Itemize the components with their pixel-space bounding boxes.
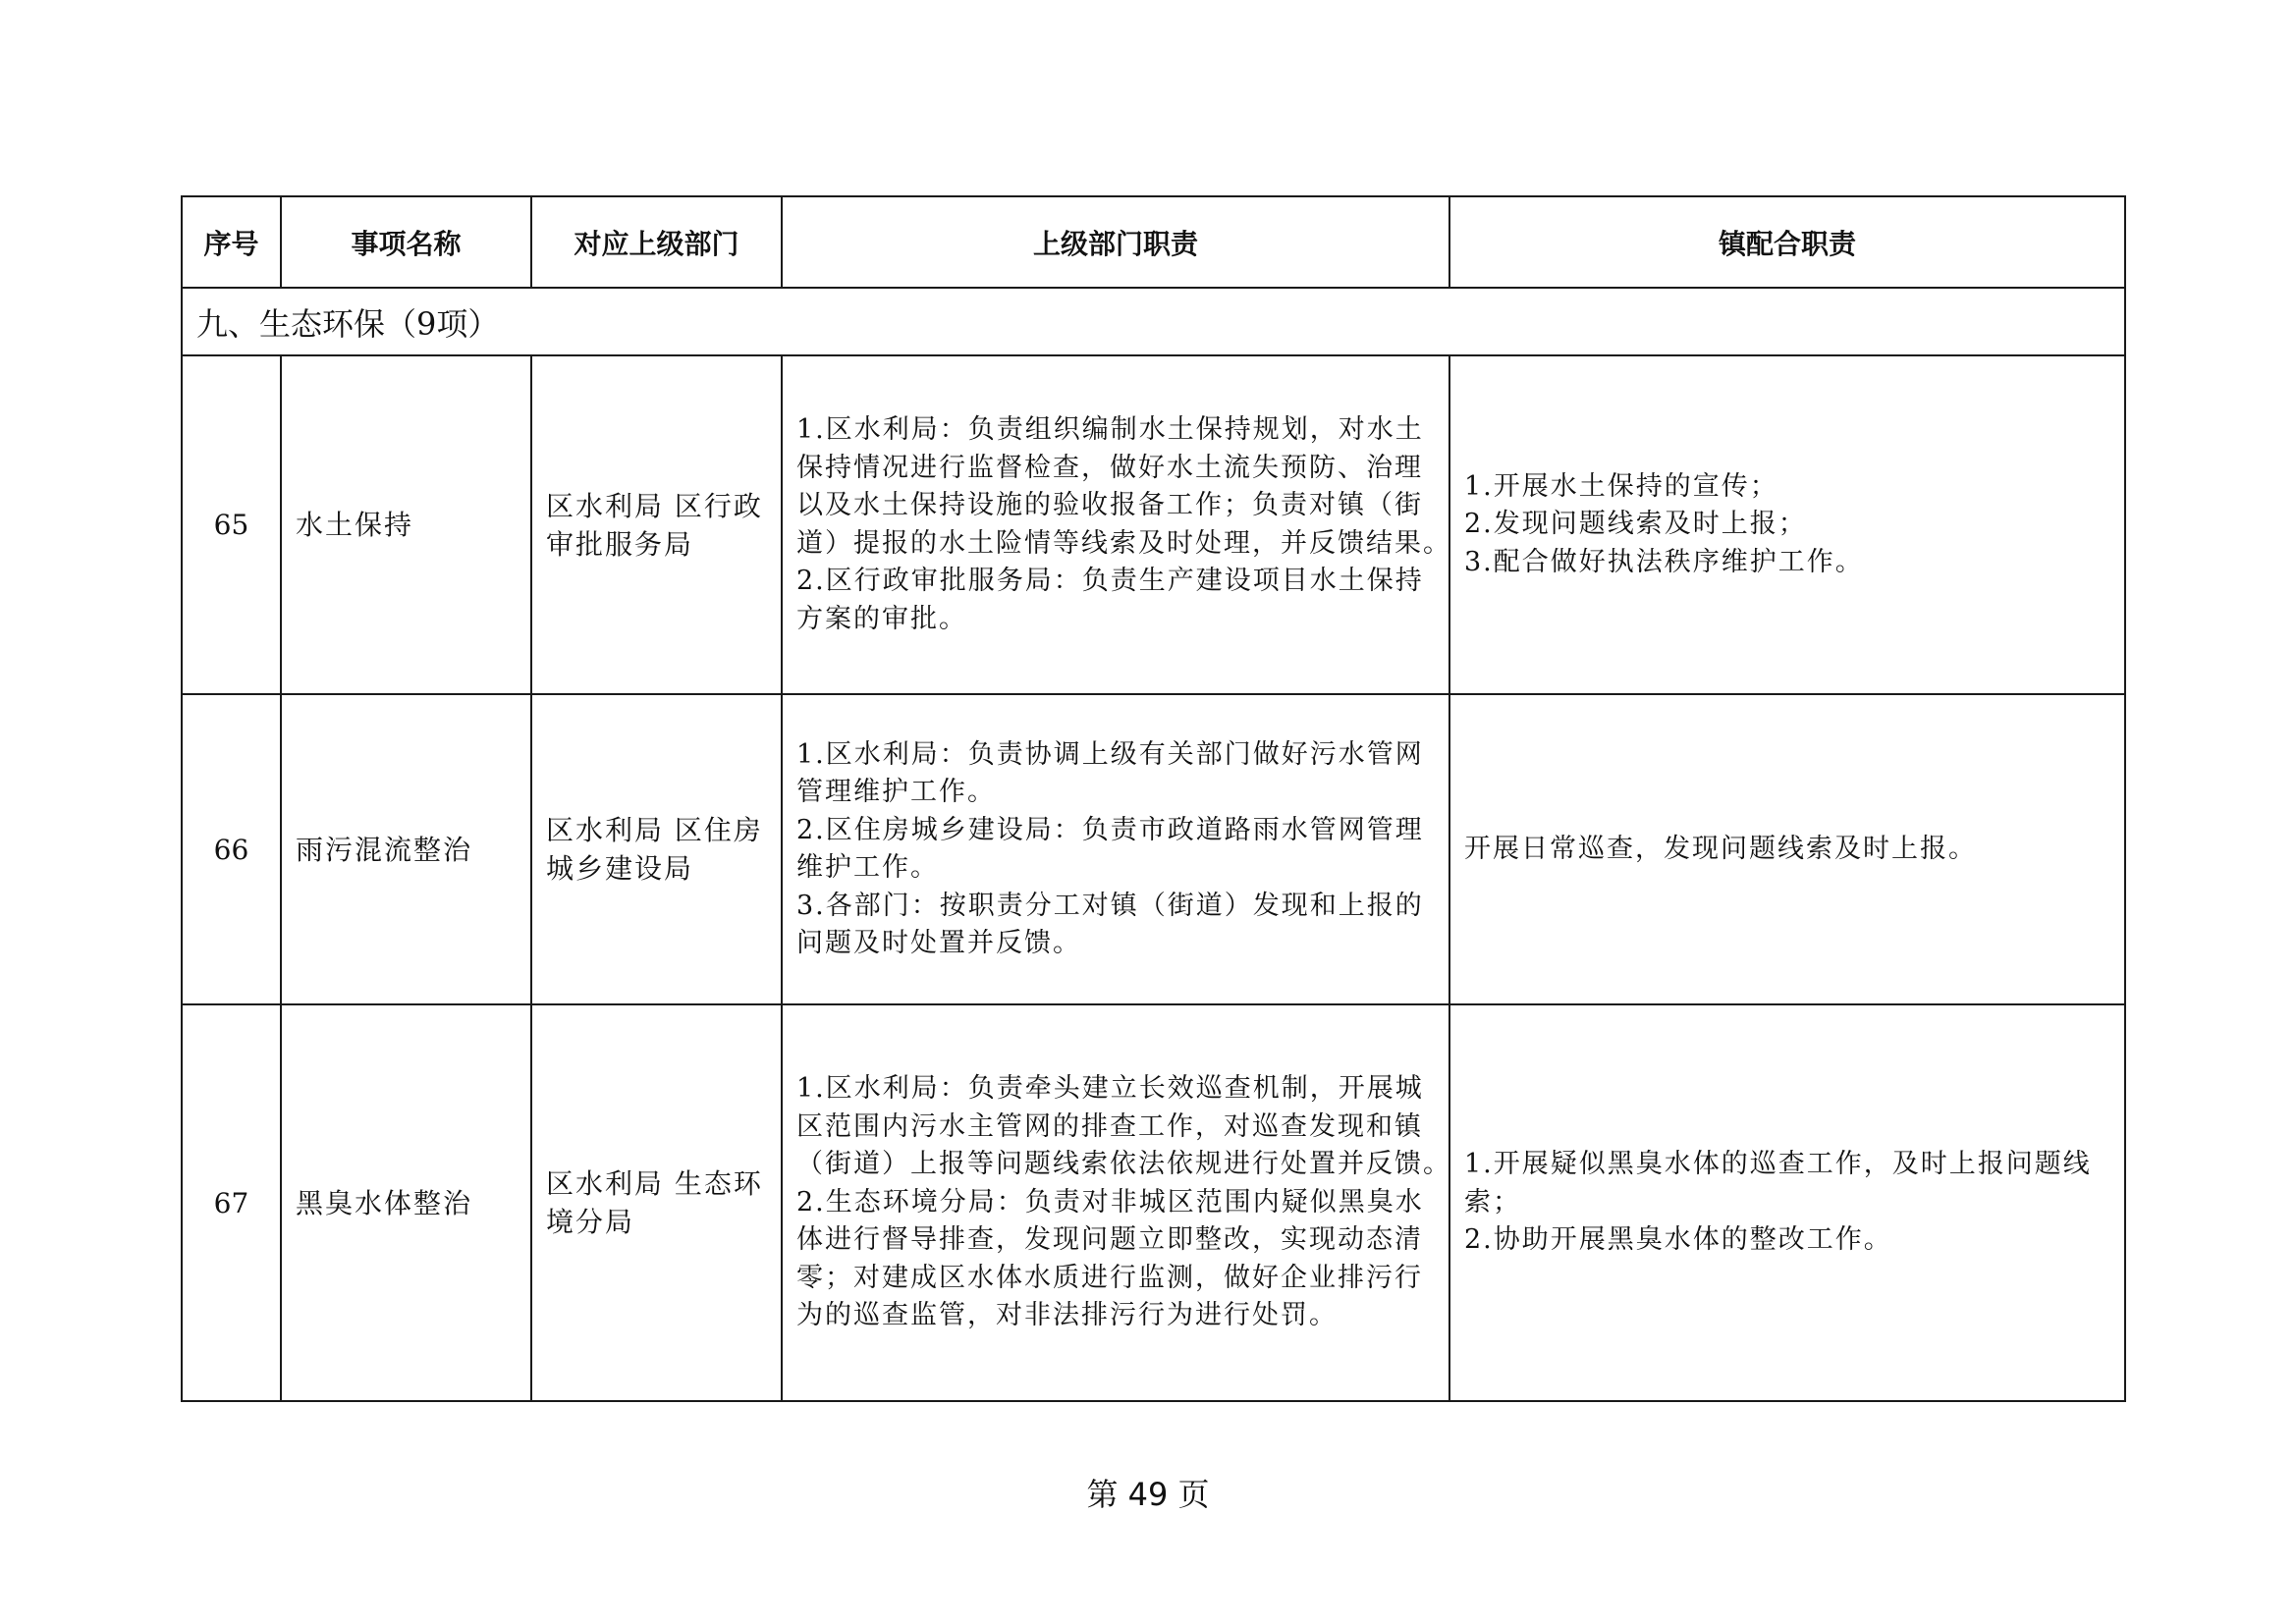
superior-duty [782,355,1449,694]
town-duty-line: 索； [1464,1186,1521,1217]
superior-duty-line: 保持情况进行监督检查，做好水土流失预防、治理 [796,452,1423,483]
town-duty [1449,694,2125,1004]
superior-duty-line: 2.区住房城乡建设局：负责市政道路雨水管网管理 [796,814,1424,845]
table-row [182,1004,2125,1401]
header-superior-duty: 上级部门职责 [782,196,1449,288]
town-duty-line: 1.开展水土保持的宣传； [1464,470,1778,502]
town-duty [1449,1004,2125,1401]
superior-dept-line: 区水利局 区行政 [546,489,763,522]
superior-duty-line: 问题及时处置并反馈。 [796,928,1081,958]
superior-dept [531,1004,782,1401]
superior-dept [531,355,782,694]
item-name-line: 水土保持 [296,509,414,541]
town-duty-line: 3.配合做好执法秩序维护工作。 [1464,546,1864,577]
section-title: 九、生态环保（9项） [182,288,2125,355]
responsibility-table [181,195,2126,1402]
superior-duty-line: 1.区水利局：负责组织编制水土保持规划，对水土 [796,414,1424,445]
superior-duty-line: 体进行督导排查，发现问题立即整改，实现动态清 [796,1224,1423,1256]
superior-dept-line: 审批服务局 [546,527,694,561]
superior-duty-line: 道）提报的水土险情等线索及时处理，并反馈结果。 [796,527,1451,559]
superior-duty [782,694,1449,1004]
superior-duty-line: 以及水土保持设施的验收报备工作；负责对镇（街 [796,490,1423,520]
superior-dept-line: 境分局 [546,1206,635,1238]
superior-duty-line: 为的巡查监管，对非法排污行为进行处罚。 [796,1300,1338,1331]
table-header-row [182,196,2125,288]
header-serial: 序号 [182,196,281,288]
town-duty-line: 2.协助开展黑臭水体的整改工作。 [1464,1224,1892,1256]
item-name [281,694,531,1004]
superior-duty-line: 3.各部门：按职责分工对镇（街道）发现和上报的 [796,890,1424,921]
superior-duty-line: 维护工作。 [796,852,939,883]
superior-duty-line: 管理维护工作。 [796,777,996,807]
superior-duty-line: （街道）上报等问题线索依法依规进行处置并反馈。 [796,1149,1451,1180]
superior-duty [782,1004,1449,1401]
superior-dept [531,694,782,1004]
superior-duty-line: 区范围内污水主管网的排查工作，对巡查发现和镇 [796,1110,1423,1142]
superior-dept-line: 区水利局 区住房 [546,814,763,846]
item-name [281,1004,531,1401]
superior-dept-line: 城乡建设局 [546,852,694,885]
superior-duty-line: 1.区水利局：负责协调上级有关部门做好污水管网 [796,738,1424,770]
table-row [182,694,2125,1004]
serial-number: 67 [182,1004,281,1401]
town-duty-line: 开展日常巡查，发现问题线索及时上报。 [1464,833,1977,864]
item-name-line: 黑臭水体整治 [296,1186,473,1219]
superior-dept-line: 区水利局 生态环 [546,1167,763,1200]
header-item-name: 事项名称 [281,196,531,288]
town-duty [1449,355,2125,694]
header-superior-dept: 对应上级部门 [531,196,782,288]
town-duty-line: 1.开展疑似黑臭水体的巡查工作，及时上报问题线 [1464,1149,2092,1180]
section-row [182,288,2125,355]
superior-duty-line: 2.生态环境分局：负责对非城区范围内疑似黑臭水 [796,1186,1424,1217]
item-name [281,355,531,694]
superior-duty-line: 2.区行政审批服务局：负责生产建设项目水土保持 [796,566,1424,596]
town-duty-line: 2.发现问题线索及时上报； [1464,509,1807,540]
header-town-duty: 镇配合职责 [1449,196,2125,288]
table-row [182,355,2125,694]
superior-duty-line: 1.区水利局：负责牵头建立长效巡查机制，开展城 [796,1073,1424,1105]
page-number: 第 49 页 [1086,1476,1210,1513]
item-name-line: 雨污混流整治 [296,833,473,866]
serial-number: 66 [182,694,281,1004]
superior-duty-line: 方案的审批。 [796,603,967,634]
serial-number: 65 [182,355,281,694]
superior-duty-line: 零；对建成区水体水质进行监测，做好企业排污行 [796,1262,1423,1293]
